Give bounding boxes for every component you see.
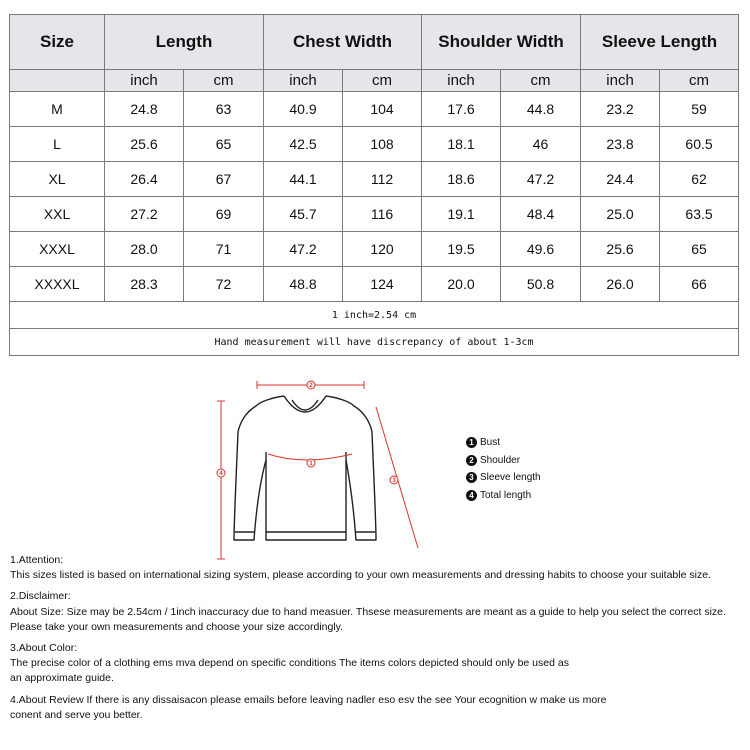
note-text: conent and serve you better. bbox=[10, 708, 143, 721]
legend-label: Sleeve length bbox=[480, 472, 541, 484]
unit-cell: cm bbox=[501, 70, 581, 92]
note-text: 4.About Review If there is any dissaisacon please emails before leaving nadler eso esv the see Your ecognition w make us more bbox=[10, 693, 607, 706]
measurement-cell: 63 bbox=[184, 92, 264, 127]
measurement-cell: 26.4 bbox=[105, 162, 184, 197]
measurement-cell: 40.9 bbox=[264, 92, 343, 127]
sweater-outline-icon bbox=[234, 396, 376, 540]
legend-item-shoulder bbox=[466, 452, 541, 470]
measurement-cell: 25.0 bbox=[581, 197, 660, 232]
legend-label: Shoulder bbox=[480, 454, 521, 466]
measurement-cell: 23.2 bbox=[581, 92, 660, 127]
note-text: The precise color of a clothing ems mva depend on specific conditions The items colors depicted should only be used as bbox=[10, 657, 569, 670]
table-row bbox=[10, 127, 739, 162]
note-text: This sizes listed is based on international sizing system, please according to your own measurements and dressing habits to choose your suitable size. bbox=[10, 569, 711, 582]
unit-cell: inch bbox=[581, 70, 660, 92]
size-label: XXL bbox=[10, 197, 105, 232]
measurement-cell: 42.5 bbox=[264, 127, 343, 162]
measurement-cell: 112 bbox=[343, 162, 422, 197]
number-1-icon: 1 bbox=[466, 437, 477, 448]
marker-1: 1 bbox=[309, 461, 313, 467]
size-rows bbox=[10, 92, 739, 302]
conversion-note: 1 inch=2.54 cm bbox=[10, 302, 739, 329]
size-label: L bbox=[10, 127, 105, 162]
unit-row bbox=[10, 70, 739, 92]
marker-2: 2 bbox=[309, 383, 313, 389]
measure-markers bbox=[217, 381, 398, 484]
measurement-cell: 49.6 bbox=[501, 232, 581, 267]
legend-label: Total length bbox=[480, 489, 532, 501]
measurement-cell: 24.4 bbox=[581, 162, 660, 197]
number-4-icon: 4 bbox=[466, 490, 477, 501]
sweater-measurement-diagram bbox=[200, 372, 440, 572]
measurement-cell: 26.0 bbox=[581, 267, 660, 302]
measurement-cell: 28.3 bbox=[105, 267, 184, 302]
table-row bbox=[10, 197, 739, 232]
header-chest-width: Chest Width bbox=[264, 15, 422, 70]
measurement-cell: 108 bbox=[343, 127, 422, 162]
number-3-icon: 3 bbox=[466, 472, 477, 483]
number-2-icon: 2 bbox=[466, 455, 477, 466]
measurement-cell: 28.0 bbox=[105, 232, 184, 267]
table-row bbox=[10, 267, 739, 302]
measurement-cell: 19.1 bbox=[422, 197, 501, 232]
unit-cell: cm bbox=[343, 70, 422, 92]
header-size: Size bbox=[10, 15, 105, 70]
measurement-cell: 120 bbox=[343, 232, 422, 267]
size-label: XL bbox=[10, 162, 105, 197]
marker-4: 4 bbox=[219, 471, 223, 477]
measurement-legend bbox=[466, 434, 541, 504]
unit-cell: cm bbox=[184, 70, 264, 92]
discrepancy-note-row bbox=[10, 329, 739, 356]
header-sleeve-length: Sleeve Length bbox=[581, 15, 739, 70]
measurement-cell: 18.1 bbox=[422, 127, 501, 162]
measurement-cell: 48.8 bbox=[264, 267, 343, 302]
measurement-cell: 18.6 bbox=[422, 162, 501, 197]
note-heading: 3.About Color: bbox=[10, 642, 78, 655]
measurement-cell: 104 bbox=[343, 92, 422, 127]
measurement-cell: 63.5 bbox=[660, 197, 739, 232]
measurement-cell: 46 bbox=[501, 127, 581, 162]
measurement-cell: 65 bbox=[660, 232, 739, 267]
measurement-cell: 47.2 bbox=[264, 232, 343, 267]
discrepancy-note: Hand measurement will have discrepancy of about 1-3cm bbox=[10, 329, 739, 356]
unit-cell-empty bbox=[10, 70, 105, 92]
measurement-cell: 47.2 bbox=[501, 162, 581, 197]
measurement-cell: 45.7 bbox=[264, 197, 343, 232]
conversion-note-row bbox=[10, 302, 739, 329]
table-row bbox=[10, 162, 739, 197]
unit-cell: inch bbox=[105, 70, 184, 92]
measurement-cell: 44.1 bbox=[264, 162, 343, 197]
measurement-cell: 24.8 bbox=[105, 92, 184, 127]
measurement-cell: 71 bbox=[184, 232, 264, 267]
header-length: Length bbox=[105, 15, 264, 70]
measurement-cell: 23.8 bbox=[581, 127, 660, 162]
measurement-cell: 25.6 bbox=[581, 232, 660, 267]
color-note bbox=[10, 641, 745, 687]
note-text: Please take your own measurements and choose your size accordingly. bbox=[10, 620, 344, 633]
note-heading: 1.Attention: bbox=[10, 554, 64, 566]
measurement-cell: 59 bbox=[660, 92, 739, 127]
measurement-cell: 48.4 bbox=[501, 197, 581, 232]
header-shoulder-width: Shoulder Width bbox=[422, 15, 581, 70]
size-chart-table bbox=[9, 14, 739, 356]
size-label: XXXL bbox=[10, 232, 105, 267]
note-heading: 2.Disclaimer: bbox=[10, 590, 71, 603]
measurement-cell: 60.5 bbox=[660, 127, 739, 162]
measurement-cell: 116 bbox=[343, 197, 422, 232]
measurement-cell: 50.8 bbox=[501, 267, 581, 302]
measurement-cell: 27.2 bbox=[105, 197, 184, 232]
legend-item-bust bbox=[466, 434, 541, 452]
legend-item-total-length bbox=[466, 487, 541, 505]
size-label: M bbox=[10, 92, 105, 127]
unit-cell: inch bbox=[264, 70, 343, 92]
measurement-cell: 20.0 bbox=[422, 267, 501, 302]
unit-cell: inch bbox=[422, 70, 501, 92]
note-text: About Size: Size may be 2.54cm / 1inch inaccuracy due to hand measuer. Thsese measurements are meant as a guide to help you select the correct size. bbox=[10, 605, 726, 618]
measurement-cell: 69 bbox=[184, 197, 264, 232]
measurement-cell: 44.8 bbox=[501, 92, 581, 127]
measurement-cell: 17.6 bbox=[422, 92, 501, 127]
measurement-cell: 72 bbox=[184, 267, 264, 302]
measurement-cell: 25.6 bbox=[105, 127, 184, 162]
measurement-cell: 66 bbox=[660, 267, 739, 302]
measurement-cell: 65 bbox=[184, 127, 264, 162]
table-row bbox=[10, 92, 739, 127]
legend-label: Bust bbox=[480, 437, 501, 449]
notes-section bbox=[10, 553, 745, 729]
attention-note bbox=[10, 553, 745, 583]
legend-item-sleeve-length bbox=[466, 469, 541, 487]
marker-3: 3 bbox=[392, 478, 396, 484]
measurement-cell: 19.5 bbox=[422, 232, 501, 267]
note-text: an approximate guide. bbox=[10, 672, 114, 685]
measurement-cell: 67 bbox=[184, 162, 264, 197]
table-row bbox=[10, 232, 739, 267]
size-label: XXXXL bbox=[10, 267, 105, 302]
measurement-cell: 124 bbox=[343, 267, 422, 302]
review-note bbox=[10, 693, 745, 723]
disclaimer-note bbox=[10, 589, 745, 635]
header-row bbox=[10, 15, 739, 70]
unit-cell: cm bbox=[660, 70, 739, 92]
measurement-cell: 62 bbox=[660, 162, 739, 197]
